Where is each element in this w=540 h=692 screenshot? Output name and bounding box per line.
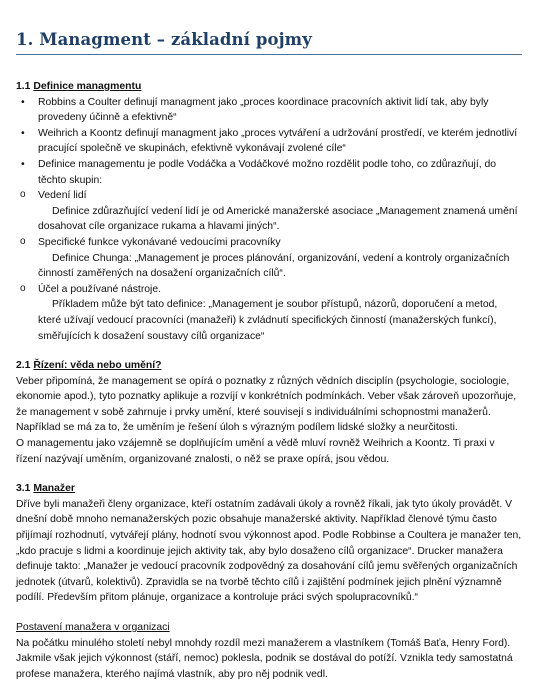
list-item-text: Definice managementu je podle Vodáčka a Vodáčkové možno rozdělit podle toho, co zdůrazňují, do těchto skupin:: [38, 158, 497, 186]
subsection-heading-postaveni: Postavení manažera v organizaci: [16, 622, 170, 633]
sub-list-item: [16, 282, 522, 344]
definition-list: [16, 95, 522, 345]
section-number: 1.1: [16, 81, 31, 92]
section-title: Manažer: [33, 483, 75, 495]
sub-item-title: Účel a používané nástroje.: [38, 283, 162, 295]
sub-item-title: Specifické funkce vykonávané vedoucími pracovníky: [38, 236, 281, 248]
list-item: [16, 126, 522, 157]
paragraph: O managementu jako vzájemně se doplňujícím umění a vědě mluví rovněž Weihrich a Koontz. Ti praxi v řízení nazývají uměním, organizované znalosti, o něž se praxe opírá, jsou vědou.: [16, 438, 495, 465]
paragraph: Dříve byli manažeři členy organizace, kteří ostatním zadávali úkoly a rovněž říkali, jak tyto úkoly provádět. V dnešní době mnoho nemanažerských pozic obsahuje manažerské aktivity. Například členové týmu často přijímají rozhodnutí, vytvářejí plány, hodnotí svou výkonnost apod. Podle Robbinse a Coultera je manažer ten, „kdo pracuje s lidmi a koordinuje jejich aktivity tak, aby bylo dosaženo cílů organizace“. Drucker manažera definuje takto: „Manažer je vedoucí pracovník zodpovědný za dosahování cílů jemu svěřených organizačních jednotek (útvarů, kolektivů). Zpravidla se na tvorbě těchto cílů i zajištění podmínek jejich plnění významně podílí. Především přitom plánuje, organizace a kontroluje práci svých spolupracovníků.“: [16, 498, 522, 604]
definition-groups-list: [16, 188, 522, 344]
sub-item-text: Příkladem může být tato definice: „Management je soubor přístupů, názorů, doporučení a metod, které užívají vedoucí pracovníci (manažeři) k zvládnutí specifických činností (manažerských funkcí), směřujících k dosažení soustavy cílů organizace“: [38, 299, 498, 342]
sub-list-item: [16, 188, 522, 235]
sub-list-item: [16, 235, 522, 282]
list-item-text: Robbins a Coulter definují managment jako „proces koordinace pracovních aktivit lidí tak, aby byly provedeny účinně a efektivně“: [38, 96, 489, 124]
section-number: 2.1: [16, 360, 31, 372]
section-heading-manazer: [16, 481, 522, 497]
section-title: Řízení: věda nebo umění?: [33, 360, 162, 372]
section-heading-definice: [16, 79, 522, 95]
section-heading-rizeni: [16, 358, 522, 374]
sub-item-text: Definice zdůrazňující vedení lidí je od Americké manažerské asociace „Management znamená umění dosahovat cíle organizace rukama a hlavami jiných“.: [38, 205, 518, 233]
section-number: 3.1: [16, 483, 31, 495]
paragraph: Veber připomíná, že management se opírá o poznatky z různých vědních disciplín (psychologie, sociologie, ekonomie apod.), tyto poznatky aplikuje a rozvíjí v konkrétních podmínkách. Veber však zároveň upozorňuje, že management v sobě zahrnuje i prvky umění, které souvisejí s individuálními schopnostmi manažerů. Například se má za to, že uměním je řešení úloh s výrazným podílem lidské složky a neurčitosti.: [16, 375, 517, 434]
paragraph: Na počátku minulého století nebyl mnohdy rozdíl mezi manažerem a vlastníkem (Tomáš Baťa, Henry Ford). Jakmile však jejich výkonnost (stáří, nemoc) poklesla, podnik se dostával do potíží. Vznikla tedy samostatná profese manažera, kterého najímá vlastník, aby pro něj podnik vedl.: [16, 637, 513, 680]
document-title: 1. Managment – základní pojmy: [16, 29, 522, 55]
list-item-text: Weihrich a Koontz definují managment jako „proces vytváření a udržování prostředí, ve kterém jednotliví pracující společně ve skupinách, efektivně vykonávají zvolené cíle“: [38, 127, 518, 155]
section-title: Definice managmentu: [33, 81, 142, 92]
list-item: [16, 157, 522, 344]
list-item: [16, 95, 522, 126]
sub-item-text: Definice Chunga: „Management je proces plánování, organizování, vedení a kontroly organizačních činností zaměřených na dosažení organizačních cílů“.: [38, 252, 510, 280]
sub-item-title: Vedení lidí: [38, 190, 87, 202]
